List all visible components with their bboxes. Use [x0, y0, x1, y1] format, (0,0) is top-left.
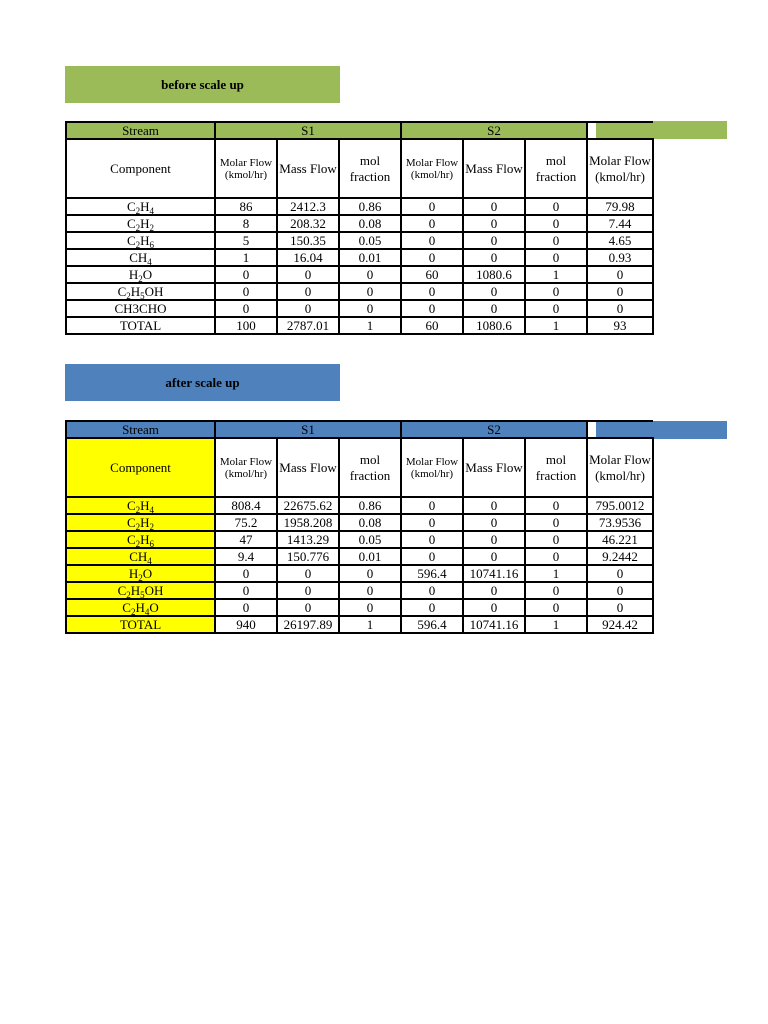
s2-label: S2 — [401, 122, 587, 139]
component-cell: TOTAL — [66, 317, 215, 334]
value-cell: 0 — [463, 249, 525, 266]
table-row — [66, 215, 653, 232]
table-row — [66, 582, 653, 599]
value-cell: 0 — [401, 514, 463, 531]
table-row — [66, 232, 653, 249]
value-cell: 0.86 — [339, 497, 401, 514]
value-cell: 0 — [587, 599, 653, 616]
table-row — [66, 497, 653, 514]
stream-label: Stream — [66, 122, 215, 139]
value-cell: 93 — [587, 317, 653, 334]
value-cell: 0 — [463, 300, 525, 317]
component-cell: CH3CHO — [66, 300, 215, 317]
value-cell: 0 — [463, 548, 525, 565]
value-cell: 0 — [277, 582, 339, 599]
value-cell: 0 — [215, 565, 277, 582]
value-cell: 0 — [525, 531, 587, 548]
value-cell: 0 — [339, 300, 401, 317]
component-cell: $C_2H_5OH$ — [66, 582, 215, 599]
value-cell: 0 — [215, 266, 277, 283]
table-row — [66, 300, 653, 317]
value-cell: 0 — [463, 215, 525, 232]
value-cell: 208.32 — [277, 215, 339, 232]
value-cell: 0 — [525, 215, 587, 232]
after-scale-up-table — [65, 420, 654, 634]
value-cell: 4.65 — [587, 232, 653, 249]
value-cell: 47 — [215, 531, 277, 548]
value-cell: 150.776 — [277, 548, 339, 565]
table-row — [66, 266, 653, 283]
value-cell: 924.42 — [587, 616, 653, 633]
value-cell: 0 — [401, 582, 463, 599]
value-cell: 150.35 — [277, 232, 339, 249]
value-cell: 0.05 — [339, 232, 401, 249]
value-cell: 1 — [339, 616, 401, 633]
value-cell: 1080.6 — [463, 266, 525, 283]
extra-header-cell — [587, 122, 653, 139]
component-cell: $C_2H_6$ — [66, 232, 215, 249]
value-cell: 0 — [463, 198, 525, 215]
value-cell: 0 — [401, 599, 463, 616]
value-cell: 0 — [463, 514, 525, 531]
value-cell: 0 — [215, 582, 277, 599]
table-row — [66, 317, 653, 334]
value-cell: 0 — [463, 582, 525, 599]
value-cell: 46.221 — [587, 531, 653, 548]
value-cell: 0 — [401, 215, 463, 232]
value-cell: 10741.16 — [463, 565, 525, 582]
value-cell: 22675.62 — [277, 497, 339, 514]
value-cell: 10741.16 — [463, 616, 525, 633]
value-cell: 0 — [463, 497, 525, 514]
value-cell: 0 — [215, 599, 277, 616]
value-cell: 79.98 — [587, 198, 653, 215]
value-cell: 2412.3 — [277, 198, 339, 215]
value-cell: 0 — [277, 599, 339, 616]
component-cell: $H_2O$ — [66, 266, 215, 283]
table-row — [66, 198, 653, 215]
value-cell: 60 — [401, 266, 463, 283]
value-cell: 2787.01 — [277, 317, 339, 334]
value-cell: 0.05 — [339, 531, 401, 548]
value-cell: 0 — [587, 582, 653, 599]
s2-molar-flow-header: Molar Flow (kmol/hr) — [401, 438, 463, 497]
value-cell: 0 — [525, 548, 587, 565]
value-cell: 0 — [463, 531, 525, 548]
component-header: Component — [66, 438, 215, 497]
value-cell: 0 — [277, 283, 339, 300]
value-cell: 795.0012 — [587, 497, 653, 514]
table-row — [66, 565, 653, 582]
value-cell: 1 — [525, 266, 587, 283]
value-cell: 0 — [339, 266, 401, 283]
value-cell: 0.01 — [339, 548, 401, 565]
extra-header-cell — [587, 421, 653, 438]
value-cell: 26197.89 — [277, 616, 339, 633]
value-cell: 0 — [525, 283, 587, 300]
table-row — [66, 531, 653, 548]
value-cell: 8 — [215, 215, 277, 232]
s3-molar-flow-header: Molar Flow (kmol/hr) — [587, 438, 653, 497]
table-row — [66, 514, 653, 531]
value-cell: 0.86 — [339, 198, 401, 215]
value-cell: 0 — [463, 599, 525, 616]
value-cell: 0 — [463, 283, 525, 300]
value-cell: 0 — [401, 300, 463, 317]
component-cell: $C_2H_2$ — [66, 514, 215, 531]
value-cell: 0 — [401, 249, 463, 266]
table-row — [66, 548, 653, 565]
value-cell: 5 — [215, 232, 277, 249]
value-cell: 0 — [525, 232, 587, 249]
s1-label: S1 — [215, 421, 401, 438]
component-cell: $C_2H_6$ — [66, 531, 215, 548]
component-header: Component — [66, 139, 215, 198]
s2-mol-fraction-header: mol fraction — [525, 139, 587, 198]
value-cell: 0 — [401, 497, 463, 514]
value-cell: 0.08 — [339, 215, 401, 232]
value-cell: 0 — [463, 232, 525, 249]
s2-molar-flow-header: Molar Flow (kmol/hr) — [401, 139, 463, 198]
s2-label: S2 — [401, 421, 587, 438]
s1-mol-fraction-header: mol fraction — [339, 438, 401, 497]
component-cell: $CH_4$ — [66, 548, 215, 565]
value-cell: 0 — [525, 599, 587, 616]
value-cell: 1 — [525, 317, 587, 334]
value-cell: 1 — [339, 317, 401, 334]
component-cell: $C_2H_2$ — [66, 215, 215, 232]
value-cell: 0 — [401, 548, 463, 565]
s3-molar-flow-header: Molar Flow (kmol/hr) — [587, 139, 653, 198]
value-cell: 86 — [215, 198, 277, 215]
table-row — [66, 283, 653, 300]
stream-label: Stream — [66, 421, 215, 438]
value-cell: 0.01 — [339, 249, 401, 266]
value-cell: 0 — [587, 300, 653, 317]
value-cell: 0 — [339, 283, 401, 300]
value-cell: 0 — [401, 232, 463, 249]
value-cell: 0 — [277, 266, 339, 283]
after-scale-up-banner: after scale up — [65, 364, 340, 401]
component-cell: $C_2H_4O$ — [66, 599, 215, 616]
component-cell: $CH_4$ — [66, 249, 215, 266]
value-cell: 16.04 — [277, 249, 339, 266]
s2-mass-flow-header: Mass Flow — [463, 438, 525, 497]
value-cell: 596.4 — [401, 616, 463, 633]
value-cell: 1 — [525, 616, 587, 633]
s2-mass-flow-header: Mass Flow — [463, 139, 525, 198]
value-cell: 0 — [277, 565, 339, 582]
value-cell: 60 — [401, 317, 463, 334]
s1-mass-flow-header: Mass Flow — [277, 139, 339, 198]
value-cell: 0 — [277, 300, 339, 317]
value-cell: 9.4 — [215, 548, 277, 565]
value-cell: 1958.208 — [277, 514, 339, 531]
value-cell: 73.9536 — [587, 514, 653, 531]
value-cell: 0 — [587, 565, 653, 582]
value-cell: 0 — [401, 531, 463, 548]
value-cell: 75.2 — [215, 514, 277, 531]
before-scale-up-table — [65, 121, 654, 335]
value-cell: 7.44 — [587, 215, 653, 232]
value-cell: 0 — [587, 266, 653, 283]
component-cell: $C_2H_4$ — [66, 497, 215, 514]
value-cell: 0 — [525, 582, 587, 599]
s1-molar-flow-header: Molar Flow (kmol/hr) — [215, 139, 277, 198]
value-cell: 0 — [525, 198, 587, 215]
value-cell: 0 — [339, 599, 401, 616]
table-row — [66, 249, 653, 266]
value-cell: 1413.29 — [277, 531, 339, 548]
value-cell: 0 — [339, 582, 401, 599]
value-cell: 9.2442 — [587, 548, 653, 565]
value-cell: 0 — [525, 514, 587, 531]
value-cell: 596.4 — [401, 565, 463, 582]
component-cell: $C_2H_4$ — [66, 198, 215, 215]
value-cell: 0 — [525, 497, 587, 514]
value-cell: 0 — [215, 300, 277, 317]
value-cell: 808.4 — [215, 497, 277, 514]
component-cell: $H_2O$ — [66, 565, 215, 582]
s1-label: S1 — [215, 122, 401, 139]
value-cell: 1080.6 — [463, 317, 525, 334]
s2-mol-fraction-header: mol fraction — [525, 438, 587, 497]
s1-mass-flow-header: Mass Flow — [277, 438, 339, 497]
s1-mol-fraction-header: mol fraction — [339, 139, 401, 198]
value-cell: 1 — [525, 565, 587, 582]
before-scale-up-banner: before scale up — [65, 66, 340, 103]
value-cell: 0.08 — [339, 514, 401, 531]
s1-molar-flow-header: Molar Flow (kmol/hr) — [215, 438, 277, 497]
value-cell: 0 — [587, 283, 653, 300]
component-cell: $C_2H_5OH$ — [66, 283, 215, 300]
table-row — [66, 616, 653, 633]
value-cell: 100 — [215, 317, 277, 334]
table-row — [66, 599, 653, 616]
value-cell: 0 — [525, 249, 587, 266]
value-cell: 0 — [401, 198, 463, 215]
value-cell: 0 — [525, 300, 587, 317]
value-cell: 0.93 — [587, 249, 653, 266]
value-cell: 0 — [401, 283, 463, 300]
value-cell: 0 — [215, 283, 277, 300]
component-cell: TOTAL — [66, 616, 215, 633]
value-cell: 940 — [215, 616, 277, 633]
value-cell: 1 — [215, 249, 277, 266]
value-cell: 0 — [339, 565, 401, 582]
